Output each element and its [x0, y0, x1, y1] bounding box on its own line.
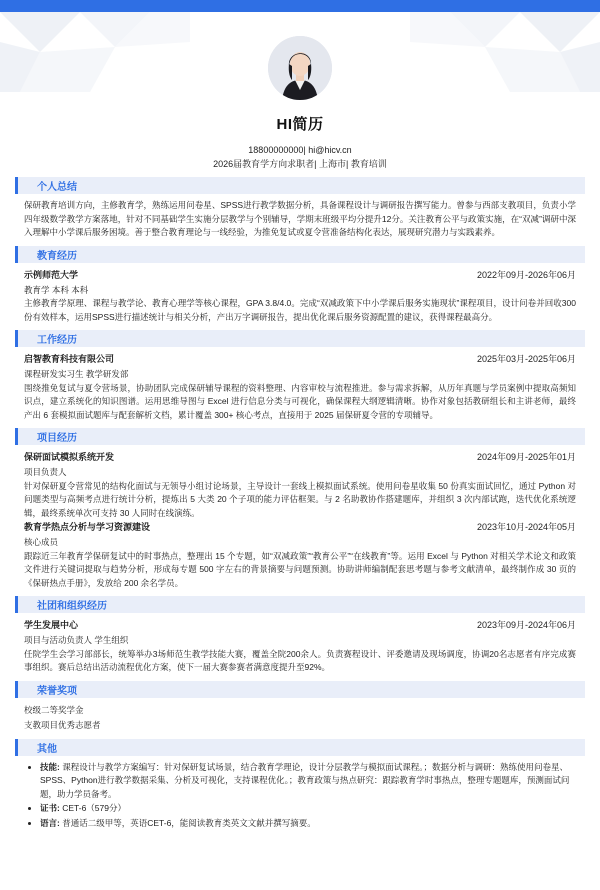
- candidate-name: HI简历: [276, 116, 324, 133]
- award-item: 支教项目优秀志愿者: [24, 719, 101, 730]
- project-name: 保研面试模拟系统开发: [24, 452, 115, 462]
- community-section: [15, 596, 585, 675]
- degree-info: 教育学 本科 本科: [24, 284, 89, 295]
- date-range: 2025年03月-2025年06月: [476, 354, 576, 364]
- community-section-header: [15, 596, 585, 613]
- others-section-header: [15, 739, 585, 756]
- item-label: 语言:: [40, 817, 60, 828]
- avatar: [268, 36, 332, 100]
- section-title: 教育经历: [37, 250, 77, 262]
- summary-section-header: [15, 177, 585, 194]
- item-text: 普通话二级甲等，英语CET-6，能阅读教育类英文文献并撰写摘要。: [62, 817, 316, 828]
- job-intent: 2026届教育学方向求职者| 上海市| 教育培训: [213, 159, 387, 169]
- list-item: [40, 817, 576, 831]
- organization-description: 任院学生会学习部部长，统筹举办3场师范生教学技能大赛，覆盖全院200余人。负责赛程设计、评委邀请及现场调度，协调20名志愿者有序完成赛事组织。赛后总结出活动流程优化方案，使下一届大赛参赛者满意度提升至92%。: [24, 648, 576, 672]
- date-range: 2023年09月-2024年06月: [476, 620, 576, 630]
- education-entry-header: [24, 268, 576, 282]
- education-section: [15, 246, 585, 325]
- section-accent-bar: [15, 177, 18, 194]
- section-title: 社团和组织经历: [37, 601, 107, 612]
- projects-section: [15, 428, 585, 590]
- project-name: 教育学热点分析与学习资源建设: [24, 522, 151, 532]
- contact-info: 18800000000| hi@hicv.cn: [248, 145, 352, 155]
- summary-section: [15, 177, 585, 240]
- work-description: 围绕推免复试与夏令营场景，协助团队完成保研辅导课程的资料整理、内容审校与流程推进。参与需求拆解，从历年真题与学员案例中提取高频知识点，建立系统化的知识图谱。运用思维导图与 Excel 进行信息分类与可视化，确保课程大纲逻辑清晰。协作对象包括教研组长和主讲老师，最终产出 6 套模拟面试题库与配套解析文档，累计覆盖 300+ 核心考点，直接用于 2025 届保研夏令营的专项辅导。: [24, 382, 576, 420]
- awards-section-header: [15, 681, 585, 698]
- school-name: 示例师范大学: [24, 269, 79, 280]
- others-list: [24, 761, 576, 831]
- company-name: 启智教育科技有限公司: [24, 354, 115, 364]
- organization-name: 学生发展中心: [24, 620, 79, 630]
- project-description: 跟踪近三年教育学保研复试中的时事热点，整理出 15 个专题，如“双减政策”“教育公平”“在线教育”等。运用 Excel 与 Python 对相关学术论文和政策文件进行关键词提取与趋势分析，形成每专题 500 字左右的背景摘要与问题预测。协助讲师编制配套思考题与参考文献清单，最终制作成 30 页的《保研热点手册》，发放给 200 余名学员。: [24, 550, 576, 588]
- work-section-header: [15, 330, 585, 347]
- education-description: 主修教育学原理、课程与教学论、教育心理学等核心课程，GPA 3.8/4.0。完成“双减政策下中小学课后服务实施现状”课程项目，设计问卷并回收300份有效样本，运用SPSS进行描述统计与相关分析，产出万字调研报告，提出优化课后服务资源配置的建议，获得课程最高分。: [24, 298, 576, 322]
- project-description: 针对保研夏令营常见的结构化面试与无领导小组讨论场景，主导设计一套线上模拟面试系统。使用问卷星收集 50 份真实面试回忆，通过 Python 对问题类型与高频考点进行统计分析，提炼出 5 大类 20 个子项的能力评估框架。与 2 名助教协作搭建题库，并组织 3 次内部试跑，迭代优化系统逻辑，最终系统单次可支持 30 人同时在线演练。: [24, 480, 576, 518]
- top-accent-bar: [0, 0, 600, 12]
- section-title: 荣誉奖项: [37, 685, 77, 697]
- date-range: 2023年10月-2024年05月: [476, 522, 576, 532]
- date-range: 2024年09月-2025年01月: [476, 452, 576, 462]
- section-title: 其他: [37, 743, 57, 755]
- list-item: [40, 761, 576, 802]
- education-section-header: [15, 246, 585, 263]
- project-role: 项目负责人: [24, 467, 67, 477]
- section-accent-bar: [15, 596, 18, 613]
- section-title: 工作经历: [37, 335, 77, 346]
- section-accent-bar: [15, 246, 18, 263]
- section-title: 个人总结: [37, 182, 77, 193]
- job-role: 课程研发实习生 教学研发部: [24, 369, 129, 379]
- item-label: 证书:: [40, 803, 60, 813]
- item-text: 课程设计与教学方案编写：针对保研复试场景，结合教育学理论，设计分层教学与模拟面试课程。；数据分析与调研：熟练使用问卷星、SPSS、Python进行教学数据采集、分析及可视化，支持课程优化。；教育政策与热点研究：跟踪教育学时事热点，整理专题题库，预测面试问题，助力学员备考。: [40, 761, 570, 799]
- summary-text: 保研教育培训方向，主修教育学，熟练运用问卷星、SPSS进行教学数据分析，具备课程设计与调研报告撰写能力。曾参与西部支教项目，负责小学四年级数学教学方案落地，针对不同基础学生实施分层教学与个别辅导，学期末班级平均分提升12分。关注教育公平与政策实施，在“双减”调研中深入理解中小学课后服务困境。善于整合教育理论与一线经验，为推免复试或夏令营准备结构化表达，展现研究潜力与实践素养。: [24, 200, 576, 237]
- work-section: [15, 330, 585, 422]
- work-entry-header: [24, 352, 576, 366]
- project-entry-header: [24, 450, 576, 464]
- awards-section: [15, 681, 585, 733]
- section-accent-bar: [15, 681, 18, 698]
- section-accent-bar: [15, 739, 18, 756]
- project-entry-header: [24, 520, 576, 534]
- item-label: 技能:: [40, 761, 60, 772]
- others-section: [15, 739, 585, 831]
- projects-section-header: [15, 428, 585, 445]
- award-item: 校级二等奖学金: [24, 704, 84, 715]
- resume-header: [0, 36, 600, 171]
- section-accent-bar: [15, 330, 18, 347]
- list-item: [40, 802, 576, 816]
- section-accent-bar: [15, 428, 18, 445]
- section-title: 项目经历: [37, 433, 77, 444]
- date-range: 2022年09月-2026年06月: [476, 269, 576, 280]
- item-text: CET-6（579分）: [62, 803, 126, 813]
- organization-role: 项目与活动负责人 学生组织: [24, 635, 129, 645]
- project-role: 核心成员: [24, 537, 59, 547]
- organization-entry-header: [24, 618, 576, 632]
